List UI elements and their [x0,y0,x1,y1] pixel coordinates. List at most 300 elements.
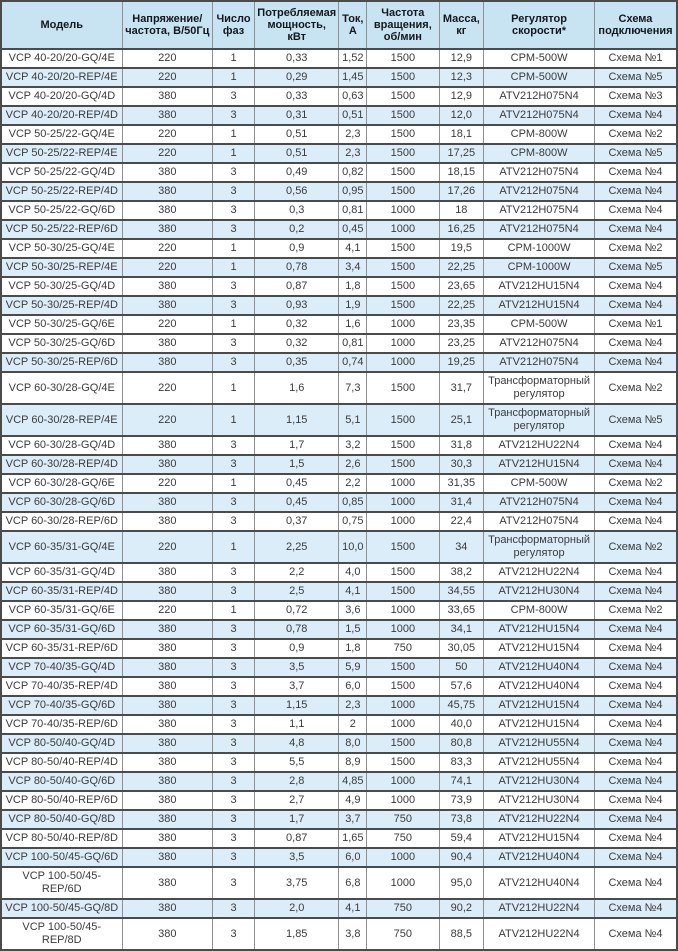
cell-current: 1,8 [339,277,367,296]
cell-scheme: Схема №4 [594,512,677,531]
cell-power: 2,7 [254,791,339,810]
cell-scheme: Схема №1 [594,49,677,68]
cell-rpm: 1000 [367,867,439,899]
cell-voltage: 220 [122,125,213,144]
table-row [1,87,677,106]
table-row [1,658,677,677]
cell-phases: 3 [213,201,255,220]
cell-phases: 1 [213,258,255,277]
cell-rpm: 1500 [367,125,439,144]
cell-regulator: ATV212HU15N4 [484,639,595,658]
cell-mass: 88,5 [439,918,484,950]
cell-mass: 90,4 [439,848,484,867]
cell-model: VCP 40-20/20-GQ/4E [1,49,122,68]
cell-regulator: CPM-500W [484,474,595,493]
cell-power: 0,78 [254,620,339,639]
cell-voltage: 380 [122,296,213,315]
cell-rpm: 1500 [367,182,439,201]
cell-regulator: ATV212H075N4 [484,106,595,125]
cell-model: VCP 50-30/25-REP/4E [1,258,122,277]
cell-regulator: ATV212H075N4 [484,87,595,106]
table-row [1,353,677,372]
cell-phases: 3 [213,848,255,867]
cell-current: 0,85 [339,493,367,512]
cell-power: 1,7 [254,436,339,455]
cell-rpm: 1000 [367,620,439,639]
cell-scheme: Схема №4 [594,899,677,918]
cell-mass: 31,7 [439,372,484,404]
cell-voltage: 380 [122,639,213,658]
cell-model: VCP 50-30/25-GQ/4E [1,239,122,258]
cell-rpm: 1000 [367,696,439,715]
cell-phases: 1 [213,372,255,404]
cell-regulator: ATV212H075N4 [484,493,595,512]
table-row [1,639,677,658]
cell-model: VCP 80-50/40-REP/4D [1,753,122,772]
cell-current: 10,0 [339,531,367,563]
cell-rpm: 1000 [367,601,439,620]
cell-model: VCP 50-30/25-REP/4D [1,296,122,315]
cell-voltage: 380 [122,658,213,677]
cell-current: 2,3 [339,144,367,163]
cell-rpm: 1500 [367,49,439,68]
cell-scheme: Схема №5 [594,404,677,436]
cell-scheme: Схема №4 [594,772,677,791]
cell-regulator: ATV212HU30N4 [484,582,595,601]
cell-power: 0,51 [254,125,339,144]
cell-model: VCP 60-35/31-GQ/4E [1,531,122,563]
cell-model: VCP 50-30/25-GQ/6D [1,334,122,353]
cell-rpm: 1000 [367,220,439,239]
table-row [1,315,677,334]
cell-power: 1,1 [254,715,339,734]
cell-phases: 3 [213,182,255,201]
cell-power: 0,2 [254,220,339,239]
cell-phases: 3 [213,512,255,531]
cell-power: 2,2 [254,563,339,582]
cell-scheme: Схема №4 [594,867,677,899]
cell-phases: 1 [213,404,255,436]
cell-voltage: 380 [122,829,213,848]
cell-scheme: Схема №4 [594,334,677,353]
cell-power: 2,25 [254,531,339,563]
table-row [1,829,677,848]
cell-rpm: 1000 [367,353,439,372]
cell-current: 2,3 [339,125,367,144]
cell-current: 4,1 [339,582,367,601]
cell-power: 2,0 [254,899,339,918]
cell-scheme: Схема №4 [594,810,677,829]
cell-current: 8,9 [339,753,367,772]
cell-rpm: 1000 [367,201,439,220]
cell-model: VCP 50-25/22-GQ/6D [1,201,122,220]
table-body [1,49,677,950]
cell-regulator: ATV212H075N4 [484,334,595,353]
cell-current: 1,8 [339,639,367,658]
cell-mass: 16,25 [439,220,484,239]
cell-current: 6,0 [339,677,367,696]
cell-rpm: 1500 [367,455,439,474]
cell-model: VCP 60-30/28-REP/6D [1,512,122,531]
table-row [1,696,677,715]
cell-phases: 3 [213,334,255,353]
cell-model: VCP 40-20/20-REP/4E [1,68,122,87]
cell-power: 1,85 [254,918,339,950]
cell-model: VCP 80-50/40-GQ/8D [1,810,122,829]
cell-voltage: 380 [122,512,213,531]
cell-rpm: 1500 [367,753,439,772]
cell-power: 0,33 [254,49,339,68]
cell-phases: 3 [213,899,255,918]
cell-rpm: 750 [367,639,439,658]
table-row [1,474,677,493]
cell-mass: 31,8 [439,436,484,455]
cell-phases: 1 [213,531,255,563]
cell-model: VCP 50-30/25-GQ/6E [1,315,122,334]
cell-power: 3,75 [254,867,339,899]
cell-phases: 1 [213,144,255,163]
cell-power: 0,32 [254,315,339,334]
table-header [1,1,677,49]
cell-mass: 73,9 [439,791,484,810]
cell-voltage: 220 [122,372,213,404]
cell-phases: 3 [213,87,255,106]
cell-voltage: 380 [122,201,213,220]
table-row [1,277,677,296]
cell-regulator: ATV212HU55N4 [484,753,595,772]
cell-scheme: Схема №2 [594,531,677,563]
cell-model: VCP 100-50/45-REP/8D [1,918,122,950]
cell-power: 0,32 [254,334,339,353]
cell-model: VCP 40-20/20-GQ/4D [1,87,122,106]
cell-voltage: 380 [122,715,213,734]
table-row [1,68,677,87]
cell-voltage: 380 [122,867,213,899]
cell-phases: 1 [213,125,255,144]
table-row [1,163,677,182]
cell-current: 2,3 [339,696,367,715]
cell-model: VCP 60-30/28-GQ/6E [1,474,122,493]
cell-power: 0,31 [254,106,339,125]
table-row [1,531,677,563]
cell-rpm: 1500 [367,677,439,696]
cell-phases: 3 [213,696,255,715]
cell-current: 1,52 [339,49,367,68]
cell-current: 4,0 [339,563,367,582]
cell-mass: 30,05 [439,639,484,658]
cell-current: 8,0 [339,734,367,753]
cell-mass: 34 [439,531,484,563]
table-row [1,734,677,753]
cell-power: 1,7 [254,810,339,829]
cell-model: VCP 60-35/31-GQ/4D [1,563,122,582]
cell-scheme: Схема №4 [594,455,677,474]
cell-phases: 1 [213,49,255,68]
cell-voltage: 380 [122,334,213,353]
cell-phases: 3 [213,810,255,829]
cell-scheme: Схема №3 [594,87,677,106]
cell-model: VCP 50-25/22-REP/4D [1,182,122,201]
cell-mass: 18 [439,201,484,220]
table-row [1,810,677,829]
cell-regulator: ATV212HU15N4 [484,455,595,474]
table-row [1,867,677,899]
cell-regulator: ATV212HU15N4 [484,620,595,639]
cell-rpm: 1500 [367,563,439,582]
cell-scheme: Схема №4 [594,791,677,810]
cell-rpm: 1500 [367,404,439,436]
cell-mass: 33,65 [439,601,484,620]
cell-mass: 12,3 [439,68,484,87]
cell-phases: 3 [213,563,255,582]
cell-phases: 1 [213,239,255,258]
cell-rpm: 1500 [367,582,439,601]
cell-power: 1,6 [254,372,339,404]
cell-scheme: Схема №4 [594,220,677,239]
cell-mass: 95,0 [439,867,484,899]
column-header-rpm: Частота вращения, об/мин [367,1,439,49]
cell-mass: 73,8 [439,810,484,829]
cell-scheme: Схема №4 [594,106,677,125]
cell-current: 3,6 [339,601,367,620]
header-row [1,1,677,49]
cell-regulator: ATV212HU15N4 [484,696,595,715]
cell-phases: 3 [213,455,255,474]
cell-scheme: Схема №4 [594,753,677,772]
cell-model: VCP 100-50/45-REP/6D [1,867,122,899]
cell-regulator: ATV212HU40N4 [484,677,595,696]
cell-current: 4,1 [339,899,367,918]
cell-phases: 3 [213,220,255,239]
cell-mass: 31,4 [439,493,484,512]
cell-rpm: 1500 [367,106,439,125]
cell-power: 0,49 [254,163,339,182]
cell-scheme: Схема №4 [594,620,677,639]
cell-regulator: ATV212HU22N4 [484,918,595,950]
cell-regulator: ATV212H075N4 [484,201,595,220]
cell-model: VCP 70-40/35-REP/6D [1,715,122,734]
cell-regulator: Трансформаторный регулятор [484,404,595,436]
cell-voltage: 380 [122,734,213,753]
cell-mass: 25,1 [439,404,484,436]
cell-phases: 3 [213,436,255,455]
cell-phases: 1 [213,474,255,493]
cell-mass: 12,9 [439,49,484,68]
cell-mass: 38,2 [439,563,484,582]
cell-current: 0,74 [339,353,367,372]
cell-power: 5,5 [254,753,339,772]
cell-model: VCP 60-30/28-GQ/6D [1,493,122,512]
cell-rpm: 1500 [367,87,439,106]
cell-regulator: ATV212HU40N4 [484,658,595,677]
cell-current: 1,65 [339,829,367,848]
cell-regulator: CPM-500W [484,49,595,68]
cell-scheme: Схема №4 [594,277,677,296]
cell-voltage: 220 [122,474,213,493]
cell-power: 1,15 [254,404,339,436]
column-header-voltage: Напряжение/частота, В/50Гц [122,1,213,49]
cell-model: VCP 50-25/22-GQ/4D [1,163,122,182]
cell-voltage: 380 [122,772,213,791]
cell-rpm: 750 [367,899,439,918]
cell-mass: 90,2 [439,899,484,918]
cell-current: 0,51 [339,106,367,125]
cell-phases: 3 [213,677,255,696]
cell-current: 5,1 [339,404,367,436]
cell-phases: 1 [213,315,255,334]
cell-rpm: 1000 [367,334,439,353]
table-row [1,258,677,277]
cell-model: VCP 60-30/28-REP/4E [1,404,122,436]
cell-rpm: 750 [367,829,439,848]
cell-mass: 74,1 [439,772,484,791]
cell-voltage: 220 [122,258,213,277]
cell-voltage: 380 [122,163,213,182]
cell-mass: 50 [439,658,484,677]
cell-current: 1,9 [339,296,367,315]
cell-mass: 80,8 [439,734,484,753]
column-header-current: Ток, А [339,1,367,49]
cell-power: 0,37 [254,512,339,531]
cell-power: 0,51 [254,144,339,163]
cell-phases: 3 [213,715,255,734]
cell-regulator: ATV212H075N4 [484,512,595,531]
cell-scheme: Схема №5 [594,258,677,277]
cell-model: VCP 60-30/28-GQ/4E [1,372,122,404]
table-row [1,918,677,950]
cell-model: VCP 50-25/22-REP/6D [1,220,122,239]
cell-power: 0,93 [254,296,339,315]
cell-voltage: 380 [122,455,213,474]
cell-current: 6,8 [339,867,367,899]
column-header-regulator: Регулятор скорости* [484,1,595,49]
table-row [1,182,677,201]
table-row [1,582,677,601]
cell-voltage: 380 [122,106,213,125]
cell-scheme: Схема №4 [594,829,677,848]
cell-mass: 18,15 [439,163,484,182]
cell-regulator: ATV212HU30N4 [484,772,595,791]
cell-mass: 34,55 [439,582,484,601]
cell-power: 2,8 [254,772,339,791]
cell-mass: 18,1 [439,125,484,144]
cell-regulator: ATV212H075N4 [484,163,595,182]
cell-mass: 22,25 [439,296,484,315]
table-row [1,201,677,220]
cell-voltage: 380 [122,810,213,829]
cell-current: 0,81 [339,334,367,353]
cell-power: 4,8 [254,734,339,753]
cell-scheme: Схема №4 [594,201,677,220]
cell-current: 7,3 [339,372,367,404]
cell-current: 0,95 [339,182,367,201]
column-header-mass: Масса, кг [439,1,484,49]
cell-voltage: 380 [122,620,213,639]
cell-rpm: 1500 [367,734,439,753]
cell-model: VCP 60-35/31-GQ/6D [1,620,122,639]
cell-phases: 1 [213,68,255,87]
cell-current: 0,45 [339,220,367,239]
cell-regulator: ATV212HU15N4 [484,715,595,734]
cell-voltage: 380 [122,848,213,867]
cell-current: 3,2 [339,436,367,455]
cell-phases: 3 [213,277,255,296]
cell-regulator: ATV212H075N4 [484,182,595,201]
cell-rpm: 1000 [367,772,439,791]
cell-mass: 23,35 [439,315,484,334]
cell-mass: 17,26 [439,182,484,201]
cell-scheme: Схема №4 [594,163,677,182]
cell-mass: 23,65 [439,277,484,296]
cell-rpm: 1000 [367,848,439,867]
cell-power: 3,7 [254,677,339,696]
cell-current: 3,8 [339,918,367,950]
cell-regulator: CPM-1000W [484,258,595,277]
cell-power: 0,9 [254,639,339,658]
cell-phases: 3 [213,829,255,848]
cell-regulator: ATV212HU30N4 [484,791,595,810]
cell-current: 1,6 [339,315,367,334]
cell-phases: 3 [213,106,255,125]
cell-mass: 17,25 [439,144,484,163]
cell-power: 0,56 [254,182,339,201]
cell-rpm: 1500 [367,68,439,87]
table-row [1,239,677,258]
cell-model: VCP 60-30/28-REP/4D [1,455,122,474]
cell-mass: 19,5 [439,239,484,258]
cell-model: VCP 80-50/40-REP/6D [1,791,122,810]
cell-mass: 12,9 [439,87,484,106]
cell-mass: 30,3 [439,455,484,474]
cell-scheme: Схема №4 [594,715,677,734]
cell-mass: 22,25 [439,258,484,277]
cell-power: 0,78 [254,258,339,277]
cell-mass: 31,35 [439,474,484,493]
cell-phases: 3 [213,918,255,950]
cell-regulator: ATV212H075N4 [484,220,595,239]
cell-rpm: 1500 [367,372,439,404]
table-row [1,677,677,696]
cell-rpm: 1000 [367,315,439,334]
table-row [1,715,677,734]
column-header-phases: Число фаз [213,1,255,49]
cell-scheme: Схема №4 [594,677,677,696]
cell-model: VCP 50-30/25-GQ/4D [1,277,122,296]
cell-model: VCP 100-50/45-GQ/8D [1,899,122,918]
cell-mass: 22,4 [439,512,484,531]
cell-phases: 1 [213,601,255,620]
cell-rpm: 1000 [367,474,439,493]
cell-rpm: 1500 [367,277,439,296]
cell-regulator: ATV212HU40N4 [484,867,595,899]
cell-regulator: CPM-800W [484,601,595,620]
cell-scheme: Схема №4 [594,918,677,950]
table-row [1,563,677,582]
table-row [1,106,677,125]
column-header-model: Модель [1,1,122,49]
cell-current: 3,7 [339,810,367,829]
cell-scheme: Схема №5 [594,144,677,163]
cell-voltage: 380 [122,899,213,918]
cell-mass: 19,25 [439,353,484,372]
cell-regulator: ATV212H075N4 [484,353,595,372]
cell-model: VCP 80-50/40-REP/8D [1,829,122,848]
cell-rpm: 1000 [367,715,439,734]
cell-current: 1,5 [339,620,367,639]
cell-voltage: 380 [122,677,213,696]
column-header-power: Потребляемая мощность, кВт [254,1,339,49]
table-row [1,848,677,867]
